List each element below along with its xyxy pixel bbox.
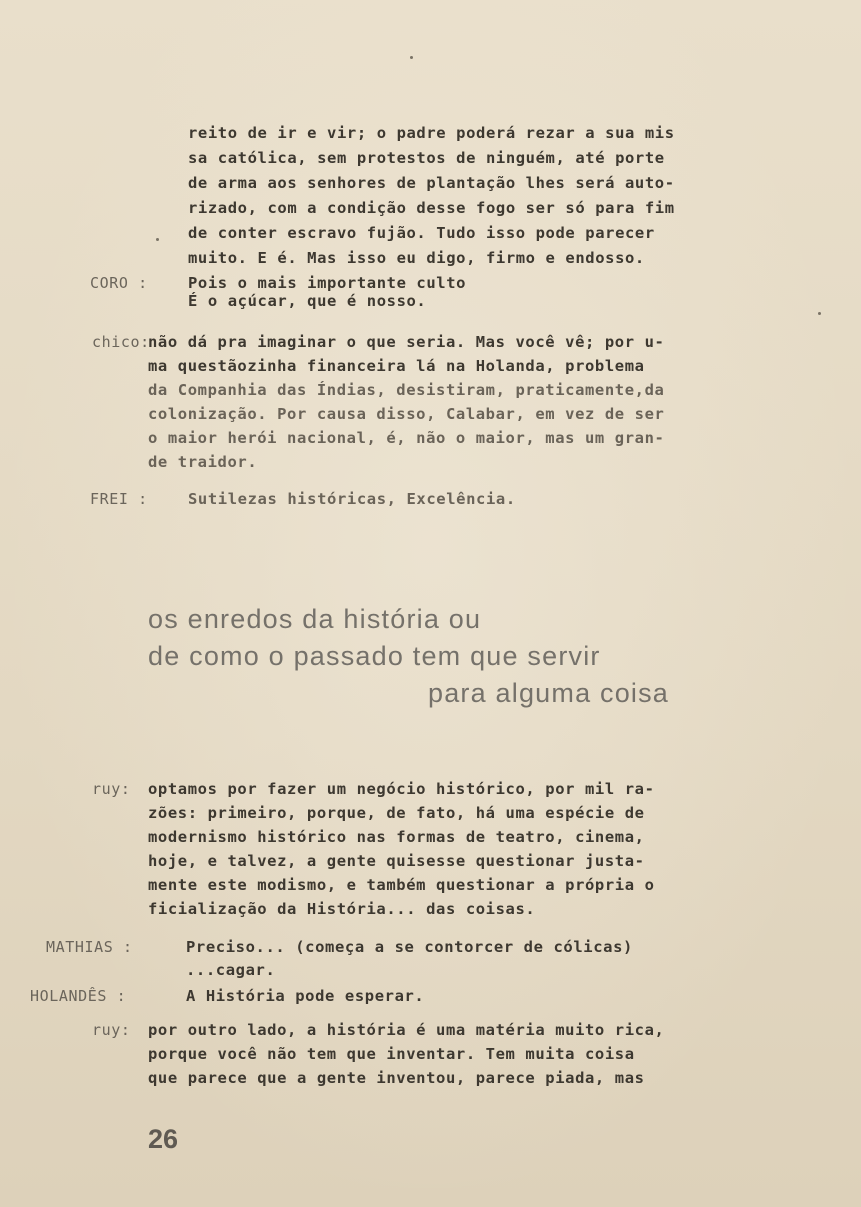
text-line: rizado, com a condição desse fogo ser só para fim — [188, 199, 675, 217]
text-line: muito. E é. Mas isso eu digo, firmo e endosso. — [188, 249, 645, 267]
text-line: A História pode esperar. — [186, 987, 425, 1005]
text-line: da Companhia das Índias, desistiram, praticamente,da — [148, 381, 665, 399]
text-line: É o açúcar, que é nosso. — [188, 292, 427, 310]
text-line: Sutilezas históricas, Excelência. — [188, 490, 516, 508]
text-line: ...cagar. — [186, 961, 276, 979]
speaker-label: FREI : — [90, 490, 148, 508]
page-number: 26 — [148, 1124, 179, 1154]
speck — [156, 238, 159, 241]
speaker-label: CORO : — [90, 274, 148, 292]
speaker-label: HOLANDÊS : — [30, 987, 127, 1005]
text-line: mente este modismo, e também questionar a própria o — [148, 876, 655, 894]
section-heading: os enredos da história ou — [148, 604, 482, 634]
text-line: ma questãozinha financeira lá na Holanda, problema — [148, 357, 645, 375]
text-line: o maior herói nacional, é, não o maior, mas um gran- — [148, 429, 665, 447]
text-line: de traidor. — [148, 453, 258, 471]
text-line: que parece que a gente inventou, parece piada, mas — [148, 1069, 645, 1087]
text-line: sa católica, sem protestos de ninguém, até porte — [188, 149, 665, 167]
text-line: zões: primeiro, porque, de fato, há uma espécie de — [148, 804, 645, 822]
section-heading: de como o passado tem que servir — [148, 641, 601, 671]
speck — [410, 56, 413, 59]
speaker-label: chico: — [92, 333, 150, 351]
text-line: Pois o mais importante culto — [188, 274, 467, 292]
text-line: por outro lado, a história é uma matéria muito rica, — [148, 1021, 665, 1039]
text-line: colonização. Por causa disso, Calabar, em vez de ser — [148, 405, 665, 423]
text-line: de conter escravo fujão. Tudo isso pode parecer — [188, 224, 655, 242]
text-line: modernismo histórico nas formas de teatro, cinema, — [148, 828, 645, 846]
text-line: não dá pra imaginar o que seria. Mas você vê; por u- — [148, 333, 665, 351]
text-line: de arma aos senhores de plantação lhes será auto- — [188, 174, 675, 192]
text-line: hoje, e talvez, a gente quisesse questionar justa- — [148, 852, 645, 870]
text-line: Preciso... (começa a se contorcer de cólicas) — [186, 938, 633, 956]
speck — [818, 312, 821, 315]
section-heading: para alguma coisa — [428, 678, 670, 708]
text-line: reito de ir e vir; o padre poderá rezar a sua mis — [188, 124, 675, 142]
speaker-label: MATHIAS : — [46, 938, 133, 956]
text-line: porque você não tem que inventar. Tem muita coisa — [148, 1045, 635, 1063]
text-line: ficialização da História... das coisas. — [148, 900, 536, 918]
text-line: optamos por fazer um negócio histórico, por mil ra- — [148, 780, 655, 798]
speaker-label: ruy: — [92, 1021, 131, 1039]
speaker-label: ruy: — [92, 780, 131, 798]
